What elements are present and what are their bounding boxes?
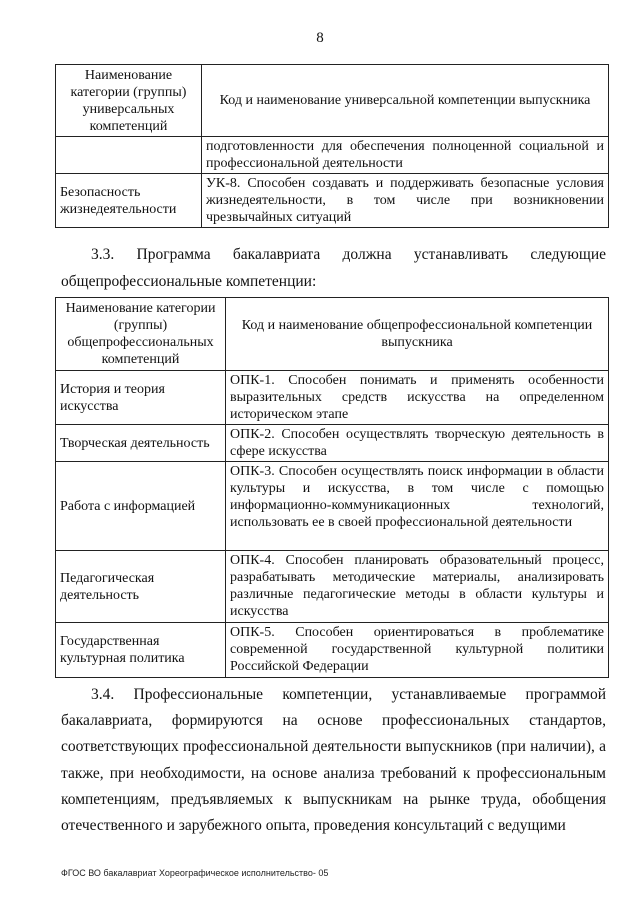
paragraph-text: Профессиональные компетенции, устанавливаемые программой бакалавриата, формируются на основе профессиональных стандартов, соответствующих профессиональной деятельности выпускников (при наличии), а также, при необходимости, на основе анализа требований к профессиональным компетенциям, предъявляемых к выпускникам на рынке труда, обобщения отечественного и зарубежного опыта, проведения консультаций с ведущими [61, 686, 606, 835]
paragraph-text: Программа бакалавриата должна устанавливать следующие общепрофессиональные компетенции: [61, 246, 606, 290]
paragraph-number: 3.3. [91, 246, 115, 263]
table-row [56, 462, 609, 551]
paragraph-3-4 [61, 682, 606, 839]
table-row [56, 623, 609, 678]
description-cell: ОПК-3. Способен осуществлять поиск информации в области культуры и искусства, в том числе с помощью информационно-коммуникационных технологий, использовать ее в своей профессиональной деятельности [226, 462, 609, 551]
table-row [56, 371, 609, 425]
category-cell: Безопасность жизнедеятельности [56, 174, 202, 228]
page-footer: ФГОС ВО бакалавриат Хореографическое исполнительство- 05 [61, 868, 329, 878]
header-code-cell: Код и наименование общепрофессиональной компетенции выпускника [226, 298, 609, 371]
category-cell [56, 137, 202, 174]
category-cell: Государственная культурная политика [56, 623, 226, 678]
table-row [56, 174, 609, 228]
description-cell: УК-8. Способен создавать и поддерживать безопасные условия жизнедеятельности, в том числе при возникновении чрезвычайных ситуаций [202, 174, 609, 228]
table-row [56, 137, 609, 174]
header-category-cell: Наименование категории (группы) универсальных компетенций [56, 65, 202, 137]
description-cell: ОПК-2. Способен осуществлять творческую деятельность в сфере искусства [226, 425, 609, 462]
header-category-cell: Наименование категории (группы) общепрофессиональных компетенций [56, 298, 226, 371]
page-number: 8 [316, 30, 324, 46]
description-cell: подготовленности для обеспечения полноценной социальной и профессиональной деятельности [202, 137, 609, 174]
category-cell: Педагогическая деятельность [56, 551, 226, 623]
paragraph-number: 3.4. [91, 686, 115, 703]
description-cell: ОПК-5. Способен ориентироваться в проблематике современной государственной культурной политики Российской Федерации [226, 623, 609, 678]
table-row [56, 551, 609, 623]
header-code-cell: Код и наименование универсальной компетенции выпускника [202, 65, 609, 137]
universal-competencies-table [55, 64, 609, 228]
paragraph-3-3 [61, 242, 606, 295]
description-cell: ОПК-1. Способен понимать и применять особенности выразительных средств искусства на определенном историческом этапе [226, 371, 609, 425]
table-header-row [56, 298, 609, 371]
description-cell: ОПК-4. Способен планировать образовательный процесс, разрабатывать методические материалы, анализировать различные педагогические методы в области культуры и искусства [226, 551, 609, 623]
category-cell: Работа с информацией [56, 462, 226, 551]
table-header-row [56, 65, 609, 137]
table-row [56, 425, 609, 462]
category-cell: Творческая деятельность [56, 425, 226, 462]
category-cell: История и теория искусства [56, 371, 226, 425]
general-professional-competencies-table [55, 297, 609, 678]
